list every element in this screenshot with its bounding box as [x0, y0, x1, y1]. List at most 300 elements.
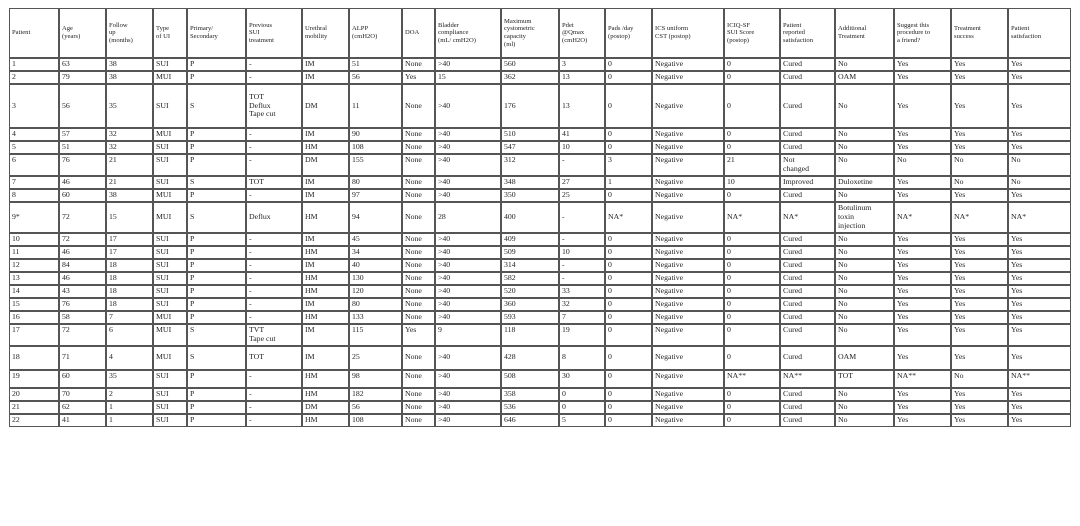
column-header: ICIQ-SF SUI Score (postop): [724, 8, 780, 58]
table-cell: 2: [106, 388, 153, 401]
table-cell: 0: [605, 298, 652, 311]
table-row: [9, 189, 1071, 202]
column-header: Additional Treatment: [835, 8, 894, 58]
table-cell: TOT: [835, 370, 894, 388]
table-cell: P: [187, 58, 246, 71]
table-cell: 155: [349, 154, 402, 176]
table-cell: Yes: [894, 189, 951, 202]
table-cell: Yes: [1008, 285, 1071, 298]
table-cell: 34: [349, 246, 402, 259]
table-cell: 32: [106, 128, 153, 141]
table-cell: Yes: [1008, 324, 1071, 346]
table-cell: None: [402, 285, 435, 298]
table-cell: 10: [724, 176, 780, 189]
table-cell: No: [835, 233, 894, 246]
table-cell: 182: [349, 388, 402, 401]
table-cell: Cured: [780, 285, 835, 298]
table-row: [9, 84, 1071, 128]
table-cell: 8: [559, 346, 605, 370]
table-cell: 0: [724, 84, 780, 128]
table-cell: -: [246, 401, 302, 414]
table-cell: None: [402, 84, 435, 128]
table-cell: 582: [501, 272, 559, 285]
column-header: Type of UI: [153, 8, 187, 58]
table-cell: -: [246, 128, 302, 141]
patient-outcomes-table-container: [9, 8, 1071, 427]
table-cell: No: [835, 311, 894, 324]
table-cell: 0: [724, 346, 780, 370]
table-cell: Yes: [894, 71, 951, 84]
table-cell: None: [402, 388, 435, 401]
table-cell: 6: [9, 154, 59, 176]
table-cell: >40: [435, 176, 501, 189]
table-row: [9, 298, 1071, 311]
table-cell: 0: [724, 311, 780, 324]
table-cell: Cured: [780, 272, 835, 285]
table-cell: Cured: [780, 71, 835, 84]
table-cell: NA**: [1008, 370, 1071, 388]
table-cell: Yes: [1008, 128, 1071, 141]
table-cell: 40: [349, 259, 402, 272]
table-cell: NA*: [605, 202, 652, 233]
table-cell: 5: [559, 414, 605, 427]
table-cell: No: [951, 154, 1008, 176]
table-cell: IM: [302, 298, 349, 311]
table-cell: 98: [349, 370, 402, 388]
table-cell: Yes: [894, 414, 951, 427]
table-cell: P: [187, 311, 246, 324]
table-cell: 0: [605, 272, 652, 285]
table-cell: -: [559, 259, 605, 272]
table-cell: 35: [106, 370, 153, 388]
table-cell: TOT: [246, 176, 302, 189]
table-cell: Negative: [652, 246, 724, 259]
table-cell: 0: [724, 272, 780, 285]
table-cell: 16: [9, 311, 59, 324]
table-cell: NA**: [894, 370, 951, 388]
table-cell: -: [246, 414, 302, 427]
table-row: [9, 401, 1071, 414]
table-cell: 0: [724, 388, 780, 401]
table-cell: 90: [349, 128, 402, 141]
table-cell: No: [835, 189, 894, 202]
table-cell: IM: [302, 346, 349, 370]
table-cell: HM: [302, 370, 349, 388]
table-cell: 5: [9, 141, 59, 154]
table-cell: MUI: [153, 189, 187, 202]
table-cell: 133: [349, 311, 402, 324]
table-cell: 0: [605, 84, 652, 128]
table-cell: 428: [501, 346, 559, 370]
table-cell: Yes: [894, 176, 951, 189]
table-cell: MUI: [153, 202, 187, 233]
table-cell: Yes: [1008, 71, 1071, 84]
table-cell: 15: [435, 71, 501, 84]
table-cell: Yes: [951, 346, 1008, 370]
table-cell: 33: [559, 285, 605, 298]
table-cell: 19: [9, 370, 59, 388]
table-cell: 18: [9, 346, 59, 370]
column-header: Bladder compliance (mL/ cmH2O): [435, 8, 501, 58]
table-cell: -: [246, 141, 302, 154]
table-cell: >40: [435, 154, 501, 176]
table-cell: 84: [59, 259, 106, 272]
table-row: [9, 128, 1071, 141]
table-cell: Yes: [951, 285, 1008, 298]
table-cell: 0: [559, 388, 605, 401]
table-cell: 510: [501, 128, 559, 141]
table-cell: No: [835, 128, 894, 141]
table-cell: IM: [302, 58, 349, 71]
table-cell: Cured: [780, 246, 835, 259]
table-cell: 358: [501, 388, 559, 401]
table-cell: S: [187, 346, 246, 370]
table-cell: 30: [559, 370, 605, 388]
column-header: Follow up (months): [106, 8, 153, 58]
table-cell: SUI: [153, 414, 187, 427]
table-cell: 41: [559, 128, 605, 141]
table-cell: P: [187, 128, 246, 141]
table-row: [9, 71, 1071, 84]
table-cell: Yes: [894, 84, 951, 128]
table-cell: 350: [501, 189, 559, 202]
table-cell: 0: [724, 298, 780, 311]
table-cell: >40: [435, 246, 501, 259]
table-cell: Yes: [1008, 311, 1071, 324]
table-cell: Cured: [780, 414, 835, 427]
table-cell: 0: [724, 141, 780, 154]
table-cell: No: [835, 58, 894, 71]
table-cell: Yes: [894, 324, 951, 346]
table-cell: Cured: [780, 346, 835, 370]
table-cell: 38: [106, 71, 153, 84]
table-cell: 56: [349, 71, 402, 84]
table-row: [9, 58, 1071, 71]
table-cell: Cured: [780, 259, 835, 272]
table-cell: -: [559, 154, 605, 176]
table-cell: Yes: [1008, 141, 1071, 154]
table-cell: Negative: [652, 202, 724, 233]
table-cell: 20: [9, 388, 59, 401]
table-cell: 18: [106, 259, 153, 272]
table-cell: 28: [435, 202, 501, 233]
table-cell: -: [246, 370, 302, 388]
table-cell: Yes: [1008, 414, 1071, 427]
table-cell: SUI: [153, 154, 187, 176]
table-row: [9, 154, 1071, 176]
table-cell: 0: [605, 324, 652, 346]
table-cell: >40: [435, 298, 501, 311]
table-cell: 547: [501, 141, 559, 154]
table-row: [9, 246, 1071, 259]
table-cell: -: [246, 233, 302, 246]
table-row: [9, 272, 1071, 285]
table-cell: None: [402, 401, 435, 414]
table-cell: Yes: [894, 388, 951, 401]
table-cell: P: [187, 298, 246, 311]
table-cell: SUI: [153, 259, 187, 272]
table-cell: 25: [349, 346, 402, 370]
table-cell: No: [835, 324, 894, 346]
table-cell: NA*: [951, 202, 1008, 233]
table-cell: NA**: [780, 370, 835, 388]
table-cell: 3: [605, 154, 652, 176]
table-row: [9, 346, 1071, 370]
table-cell: 57: [59, 128, 106, 141]
table-cell: 27: [559, 176, 605, 189]
table-cell: None: [402, 259, 435, 272]
table-cell: P: [187, 285, 246, 298]
table-cell: HM: [302, 141, 349, 154]
table-cell: MUI: [153, 311, 187, 324]
table-row: [9, 259, 1071, 272]
table-row: [9, 324, 1071, 346]
table-cell: No: [835, 272, 894, 285]
table-cell: 18: [106, 285, 153, 298]
table-cell: Yes: [1008, 246, 1071, 259]
table-cell: 130: [349, 272, 402, 285]
table-cell: S: [187, 176, 246, 189]
table-cell: IM: [302, 128, 349, 141]
table-cell: Negative: [652, 154, 724, 176]
table-row: [9, 311, 1071, 324]
table-cell: 11: [9, 246, 59, 259]
table-cell: Negative: [652, 298, 724, 311]
table-cell: Cured: [780, 388, 835, 401]
table-cell: None: [402, 141, 435, 154]
column-header: Age (years): [59, 8, 106, 58]
table-row: [9, 202, 1071, 233]
table-cell: Yes: [894, 141, 951, 154]
table-cell: Deflux: [246, 202, 302, 233]
table-cell: P: [187, 71, 246, 84]
table-cell: -: [246, 298, 302, 311]
table-cell: 1: [106, 414, 153, 427]
table-cell: Negative: [652, 311, 724, 324]
table-cell: 38: [106, 58, 153, 71]
table-cell: HM: [302, 202, 349, 233]
table-cell: Not changed: [780, 154, 835, 176]
table-cell: P: [187, 401, 246, 414]
table-cell: Yes: [894, 401, 951, 414]
table-cell: 0: [724, 128, 780, 141]
table-cell: -: [246, 259, 302, 272]
table-cell: SUI: [153, 370, 187, 388]
table-cell: -: [246, 311, 302, 324]
table-cell: 520: [501, 285, 559, 298]
table-cell: IM: [302, 176, 349, 189]
table-cell: 7: [9, 176, 59, 189]
table-cell: 348: [501, 176, 559, 189]
table-cell: No: [835, 298, 894, 311]
table-cell: Negative: [652, 414, 724, 427]
table-cell: -: [246, 285, 302, 298]
table-cell: Cured: [780, 401, 835, 414]
table-cell: 0: [605, 233, 652, 246]
table-cell: 4: [106, 346, 153, 370]
table-cell: Negative: [652, 189, 724, 202]
table-cell: 46: [59, 272, 106, 285]
table-cell: 22: [9, 414, 59, 427]
table-cell: 45: [349, 233, 402, 246]
table-cell: 17: [9, 324, 59, 346]
table-cell: 176: [501, 84, 559, 128]
table-cell: >40: [435, 285, 501, 298]
column-header: Suggest this procedure to a friend?: [894, 8, 951, 58]
table-cell: None: [402, 202, 435, 233]
table-cell: 508: [501, 370, 559, 388]
table-cell: 1: [106, 401, 153, 414]
table-cell: >40: [435, 311, 501, 324]
table-cell: -: [246, 272, 302, 285]
table-cell: 60: [59, 370, 106, 388]
table-cell: >40: [435, 233, 501, 246]
table-cell: Yes: [894, 311, 951, 324]
table-cell: P: [187, 259, 246, 272]
table-cell: 72: [59, 202, 106, 233]
table-cell: 15: [106, 202, 153, 233]
table-cell: Negative: [652, 259, 724, 272]
table-cell: Yes: [1008, 401, 1071, 414]
table-row: [9, 176, 1071, 189]
table-cell: 11: [349, 84, 402, 128]
table-cell: No: [835, 401, 894, 414]
table-cell: NA**: [724, 370, 780, 388]
table-cell: IM: [302, 324, 349, 346]
table-cell: SUI: [153, 84, 187, 128]
table-cell: 2: [9, 71, 59, 84]
table-cell: 0: [724, 233, 780, 246]
table-cell: >40: [435, 370, 501, 388]
table-cell: 509: [501, 246, 559, 259]
table-cell: Negative: [652, 141, 724, 154]
table-cell: >40: [435, 84, 501, 128]
table-cell: 0: [724, 324, 780, 346]
table-cell: 0: [724, 58, 780, 71]
table-cell: >40: [435, 388, 501, 401]
table-cell: >40: [435, 189, 501, 202]
table-cell: Cured: [780, 324, 835, 346]
table-cell: 0: [605, 414, 652, 427]
table-cell: No: [951, 370, 1008, 388]
table-cell: Negative: [652, 401, 724, 414]
table-cell: 21: [9, 401, 59, 414]
table-cell: IM: [302, 259, 349, 272]
table-cell: HM: [302, 272, 349, 285]
table-cell: 7: [106, 311, 153, 324]
column-header: Primary/ Secondary: [187, 8, 246, 58]
table-cell: None: [402, 58, 435, 71]
table-cell: Cured: [780, 189, 835, 202]
table-cell: Yes: [402, 324, 435, 346]
table-cell: Yes: [951, 311, 1008, 324]
table-cell: 0: [605, 141, 652, 154]
table-cell: Yes: [951, 189, 1008, 202]
table-cell: 593: [501, 311, 559, 324]
table-cell: 312: [501, 154, 559, 176]
table-cell: NA*: [780, 202, 835, 233]
table-cell: IM: [302, 233, 349, 246]
table-cell: Negative: [652, 324, 724, 346]
table-cell: Negative: [652, 84, 724, 128]
table-cell: Cured: [780, 128, 835, 141]
patient-outcomes-table: [9, 8, 1071, 427]
table-cell: Yes: [1008, 58, 1071, 71]
table-cell: 108: [349, 414, 402, 427]
table-cell: 0: [605, 71, 652, 84]
table-cell: Yes: [1008, 259, 1071, 272]
table-cell: Yes: [894, 233, 951, 246]
table-cell: No: [835, 259, 894, 272]
table-cell: 17: [106, 233, 153, 246]
table-cell: -: [559, 233, 605, 246]
table-cell: >40: [435, 346, 501, 370]
table-cell: 46: [59, 246, 106, 259]
table-cell: 21: [106, 154, 153, 176]
table-cell: 0: [605, 128, 652, 141]
table-cell: 80: [349, 298, 402, 311]
table-cell: >40: [435, 58, 501, 71]
table-cell: Yes: [402, 71, 435, 84]
table-cell: Yes: [894, 58, 951, 71]
table-cell: Yes: [1008, 233, 1071, 246]
table-cell: 13: [559, 71, 605, 84]
table-cell: Yes: [1008, 298, 1071, 311]
table-cell: 12: [9, 259, 59, 272]
table-cell: 94: [349, 202, 402, 233]
table-cell: Negative: [652, 233, 724, 246]
table-cell: 8: [9, 189, 59, 202]
table-cell: 0: [605, 285, 652, 298]
table-cell: TOT: [246, 346, 302, 370]
table-cell: None: [402, 189, 435, 202]
table-cell: 17: [106, 246, 153, 259]
table-cell: Cured: [780, 233, 835, 246]
table-cell: DM: [302, 84, 349, 128]
table-cell: 314: [501, 259, 559, 272]
table-cell: IM: [302, 71, 349, 84]
table-cell: -: [559, 272, 605, 285]
table-cell: No: [835, 154, 894, 176]
table-cell: Cured: [780, 58, 835, 71]
table-cell: 76: [59, 298, 106, 311]
table-cell: Yes: [894, 285, 951, 298]
table-cell: MUI: [153, 324, 187, 346]
table-cell: -: [559, 202, 605, 233]
table-cell: None: [402, 298, 435, 311]
table-cell: HM: [302, 414, 349, 427]
table-row: [9, 388, 1071, 401]
table-cell: 60: [59, 189, 106, 202]
table-cell: SUI: [153, 246, 187, 259]
table-cell: 18: [106, 272, 153, 285]
table-cell: 15: [9, 298, 59, 311]
table-cell: No: [835, 414, 894, 427]
table-cell: Negative: [652, 58, 724, 71]
column-header: Pdet @Qmax (cmH2O): [559, 8, 605, 58]
table-cell: 72: [59, 233, 106, 246]
table-cell: TOT Deflux Tape cut: [246, 84, 302, 128]
table-cell: 9*: [9, 202, 59, 233]
table-cell: 63: [59, 58, 106, 71]
table-cell: 13: [9, 272, 59, 285]
table-cell: 51: [349, 58, 402, 71]
table-cell: Yes: [951, 272, 1008, 285]
table-cell: P: [187, 189, 246, 202]
table-cell: 9: [435, 324, 501, 346]
table-cell: No: [951, 176, 1008, 189]
table-cell: 0: [724, 414, 780, 427]
